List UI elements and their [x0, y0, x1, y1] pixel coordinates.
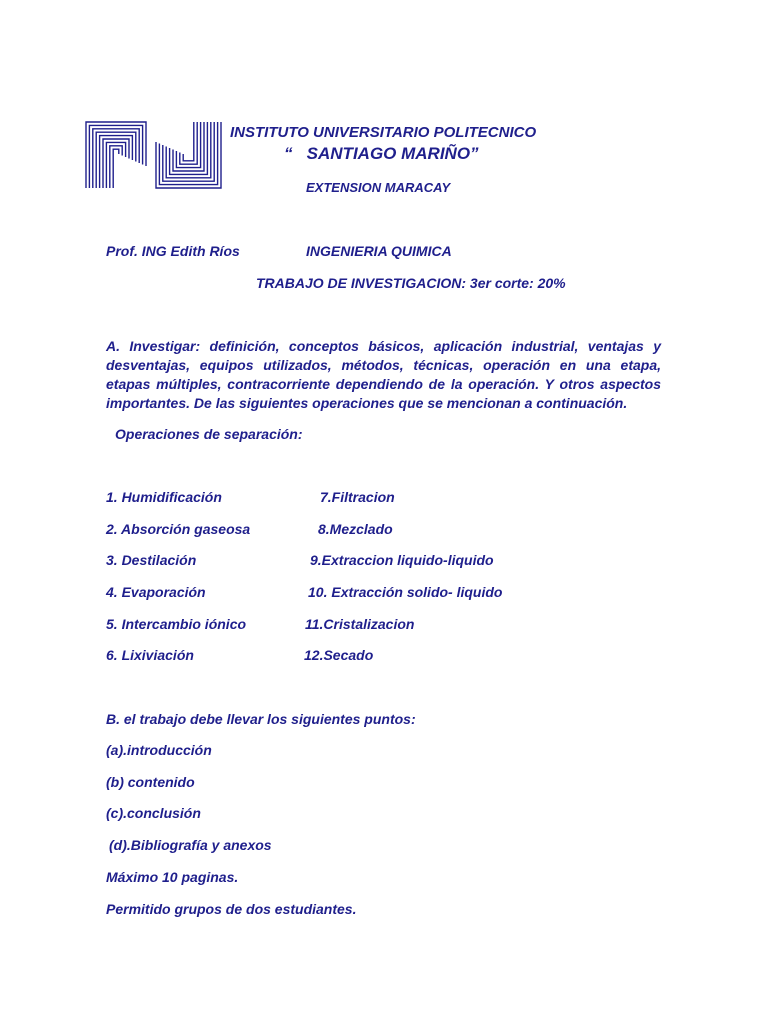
institute-logo-graphic: [84, 120, 224, 190]
list-item: 9.Extraccion liquido-liquido: [310, 552, 494, 568]
requirement-item: (a).introducción: [106, 742, 212, 758]
professor-name: Prof. ING Edith Ríos: [106, 243, 240, 259]
max-pages-note: Máximo 10 paginas.: [106, 869, 239, 885]
list-item: 5. Intercambio iónico: [106, 616, 247, 632]
list-item: 8.Mezclado: [318, 521, 393, 537]
list-item: 11.Cristalizacion: [305, 616, 415, 632]
list-item: 1. Humidificación: [106, 489, 222, 505]
operations-subtitle: Operaciones de separación:: [115, 426, 303, 442]
list-item: 7.Filtracion: [320, 489, 395, 505]
assignment-title: TRABAJO DE INVESTIGACION: 3er corte: 20%: [256, 275, 566, 291]
section-b-title: B. el trabajo debe llevar los siguientes puntos:: [106, 711, 416, 727]
section-a-instructions: A. Investigar: definición, conceptos básicos, aplicación industrial, ventajas y desventajas, equipos utilizados, métodos, técnicas, operación en una etapa, etapas múltiples, contracorriente dependiendo de la operación. Y otros aspectos importantes. De las siguientes operaciones que se mencionan a continuación.: [106, 338, 661, 411]
campus-extension: EXTENSION MARACAY: [306, 180, 451, 195]
career-name: INGENIERIA QUIMICA: [306, 243, 452, 259]
list-item: 4. Evaporación: [106, 584, 206, 600]
institute-title: INSTITUTO UNIVERSITARIO POLITECNICO: [230, 124, 537, 141]
group-size-note: Permitido grupos de dos estudiantes.: [106, 901, 357, 917]
institute-logo: [84, 120, 224, 193]
list-item: 12.Secado: [304, 647, 374, 663]
list-item: 2. Absorción gaseosa: [106, 521, 251, 537]
list-item: 10. Extracción solido- liquido: [308, 584, 503, 600]
institute-name: “ SANTIAGO MARIÑO”: [284, 144, 479, 163]
list-item: 3. Destilación: [106, 552, 197, 568]
requirement-item: (d).Bibliografía y anexos: [109, 837, 272, 853]
requirement-item: (c).conclusión: [106, 805, 201, 821]
requirement-item: (b) contenido: [106, 774, 195, 790]
list-item: 6. Lixiviación: [106, 647, 194, 663]
